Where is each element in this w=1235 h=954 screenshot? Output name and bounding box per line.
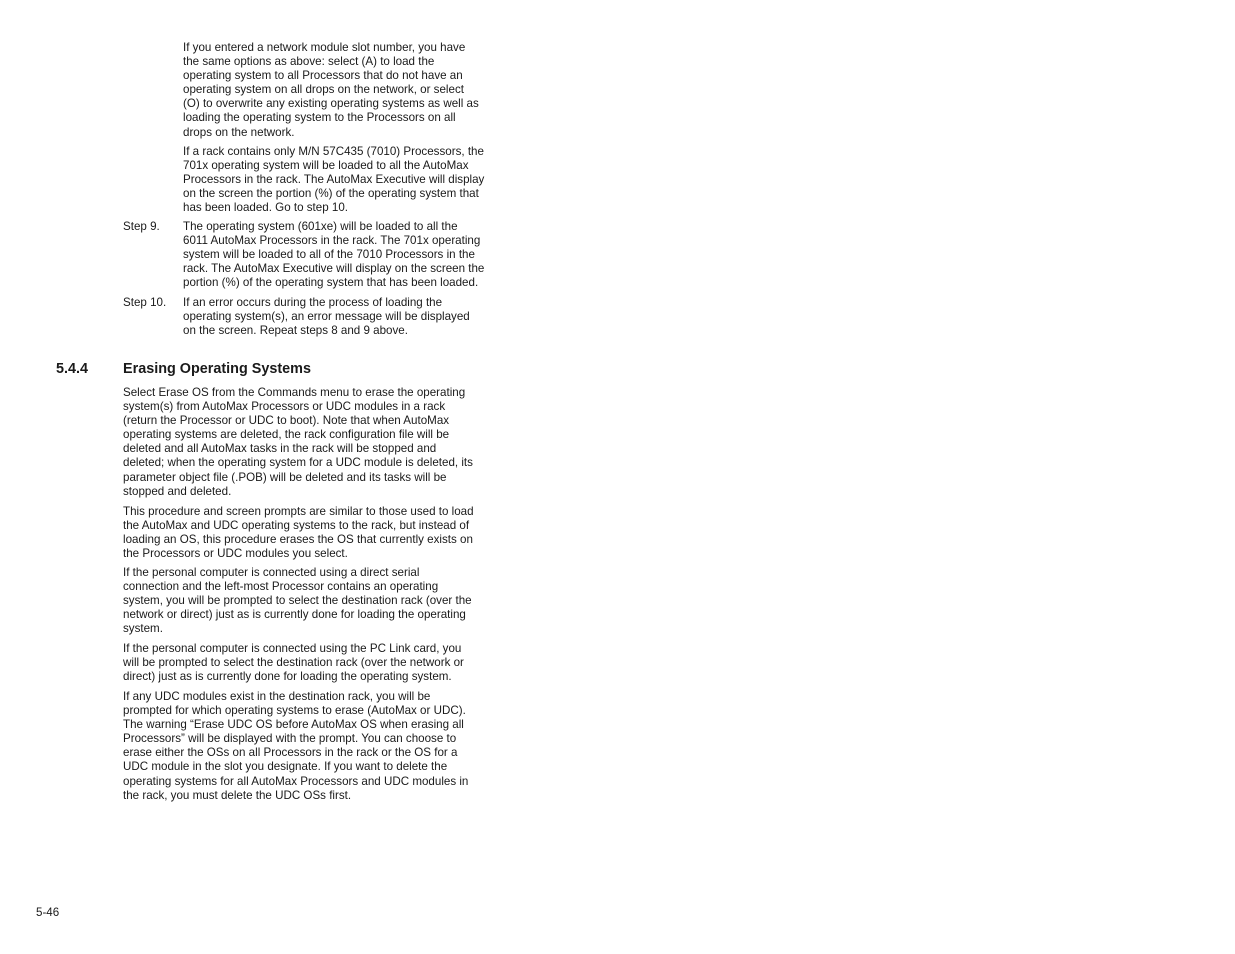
text-line: system, you will be prompted to select the destination rack (over the: [123, 594, 472, 608]
text-line: portion (%) of the operating system that has been loaded.: [183, 276, 479, 290]
intro-paragraph-network-slot: [183, 41, 479, 140]
text-line: operating systems for all AutoMax Processors and UDC modules in: [123, 774, 469, 788]
text-line: 701x operating system will be loaded to all the AutoMax: [183, 159, 469, 173]
text-line: Select Erase OS from the Commands menu to erase the operating: [123, 386, 466, 399]
text-line: 6011 AutoMax Processors in the rack. The 701x operating: [183, 234, 481, 248]
text-line: If the personal computer is connected using a direct serial: [123, 566, 420, 579]
text-line: deleted; when the operating system for a UDC module is deleted, its: [123, 456, 473, 470]
text-line: system.: [123, 622, 163, 636]
text-line: loading an OS, this procedure erases the OS that currently exists on: [123, 533, 473, 547]
text-line: If the personal computer is connected using the PC Link card, you: [123, 642, 462, 655]
text-line: operating system to all Processors that do not have an: [183, 69, 463, 83]
text-line: If any UDC modules exist in the destination rack, you will be: [123, 690, 431, 703]
text-line: parameter object file (.POB) will be deleted and its tasks will be: [123, 470, 447, 484]
page-number: 5-46: [36, 906, 60, 919]
text-line: deleted and all AutoMax tasks in the rack will be stopped and: [123, 442, 437, 456]
text-line: rack. The AutoMax Executive will display on the screen the: [183, 262, 485, 276]
text-line: operating system on all drops on the network, or select: [183, 83, 464, 97]
text-line: the same options as above: select (A) to load the: [183, 55, 435, 69]
text-line: operating systems are deleted, the rack configuration file will be: [123, 428, 450, 442]
text-line: the Processors or UDC modules you select.: [123, 547, 348, 561]
step-9-text: [183, 220, 484, 290]
text-line: the AutoMax and UDC operating systems to the rack, but instead of: [123, 519, 470, 533]
text-line: network or direct) just as is currently done for loading the operating: [123, 608, 466, 622]
text-line: Processors in the rack. The AutoMax Executive will display: [183, 173, 485, 187]
text-line: system will be loaded to all of the 7010 Processors in the: [183, 248, 475, 262]
step-9-label: Step 9.: [123, 220, 160, 233]
step-10-text: [183, 296, 470, 338]
intro-paragraph-7010-rack: [183, 145, 484, 215]
section-paragraph-pc-link: [123, 642, 464, 684]
text-line: on the screen. Repeat steps 8 and 9 above.: [183, 324, 408, 338]
text-line: (return the Processor or UDC to boot). Note that when AutoMax: [123, 414, 450, 428]
text-line: operating system(s), an error message will be displayed: [183, 310, 470, 324]
text-line: system(s) from AutoMax Processors or UDC modules in a rack: [123, 400, 446, 414]
step-10-label: Step 10.: [123, 296, 167, 309]
text-line: prompted for which operating systems to erase (AutoMax or UDC).: [123, 704, 466, 718]
text-line: the rack, you must delete the UDC OSs first.: [123, 788, 352, 802]
text-line: If you entered a network module slot number, you have: [183, 41, 466, 54]
text-line: erase either the OSs on all Processors in the rack or the OS for a: [123, 746, 458, 760]
section-paragraph-direct-serial: [123, 566, 472, 636]
text-line: The warning “Erase UDC OS before AutoMax OS when erasing all: [123, 718, 464, 732]
section-paragraph-erase-os: [123, 386, 473, 499]
text-line: drops on the network.: [183, 125, 295, 139]
section-number: 5.4.4: [56, 361, 89, 377]
section-paragraph-udc-modules: [123, 690, 468, 803]
text-line: This procedure and screen prompts are similar to those used to load: [123, 505, 474, 518]
section-paragraph-procedure: [123, 505, 474, 561]
text-line: stopped and deleted.: [123, 484, 232, 498]
text-line: loading the operating system to the Processors on all: [183, 111, 456, 125]
text-line: Processors” will be displayed with the prompt. You can choose to: [123, 732, 457, 746]
text-line: will be prompted to select the destination rack (over the network or: [123, 656, 464, 670]
text-line: has been loaded. Go to step 10.: [183, 201, 349, 215]
section-title: Erasing Operating Systems: [123, 361, 311, 377]
text-line: If an error occurs during the process of loading the: [183, 296, 443, 309]
text-line: direct) just as is currently done for loading the operating system.: [123, 670, 452, 684]
text-line: (O) to overwrite any existing operating systems as well as: [183, 97, 479, 111]
text-line: on the screen the portion (%) of the operating system that: [183, 187, 479, 201]
text-line: If a rack contains only M/N 57C435 (7010) Processors, the: [183, 145, 484, 158]
text-line: connection and the left-most Processor contains an operating: [123, 580, 439, 594]
text-line: The operating system (601xe) will be loaded to all the: [183, 220, 458, 233]
text-line: UDC module in the slot you designate. If you want to delete the: [123, 760, 448, 774]
